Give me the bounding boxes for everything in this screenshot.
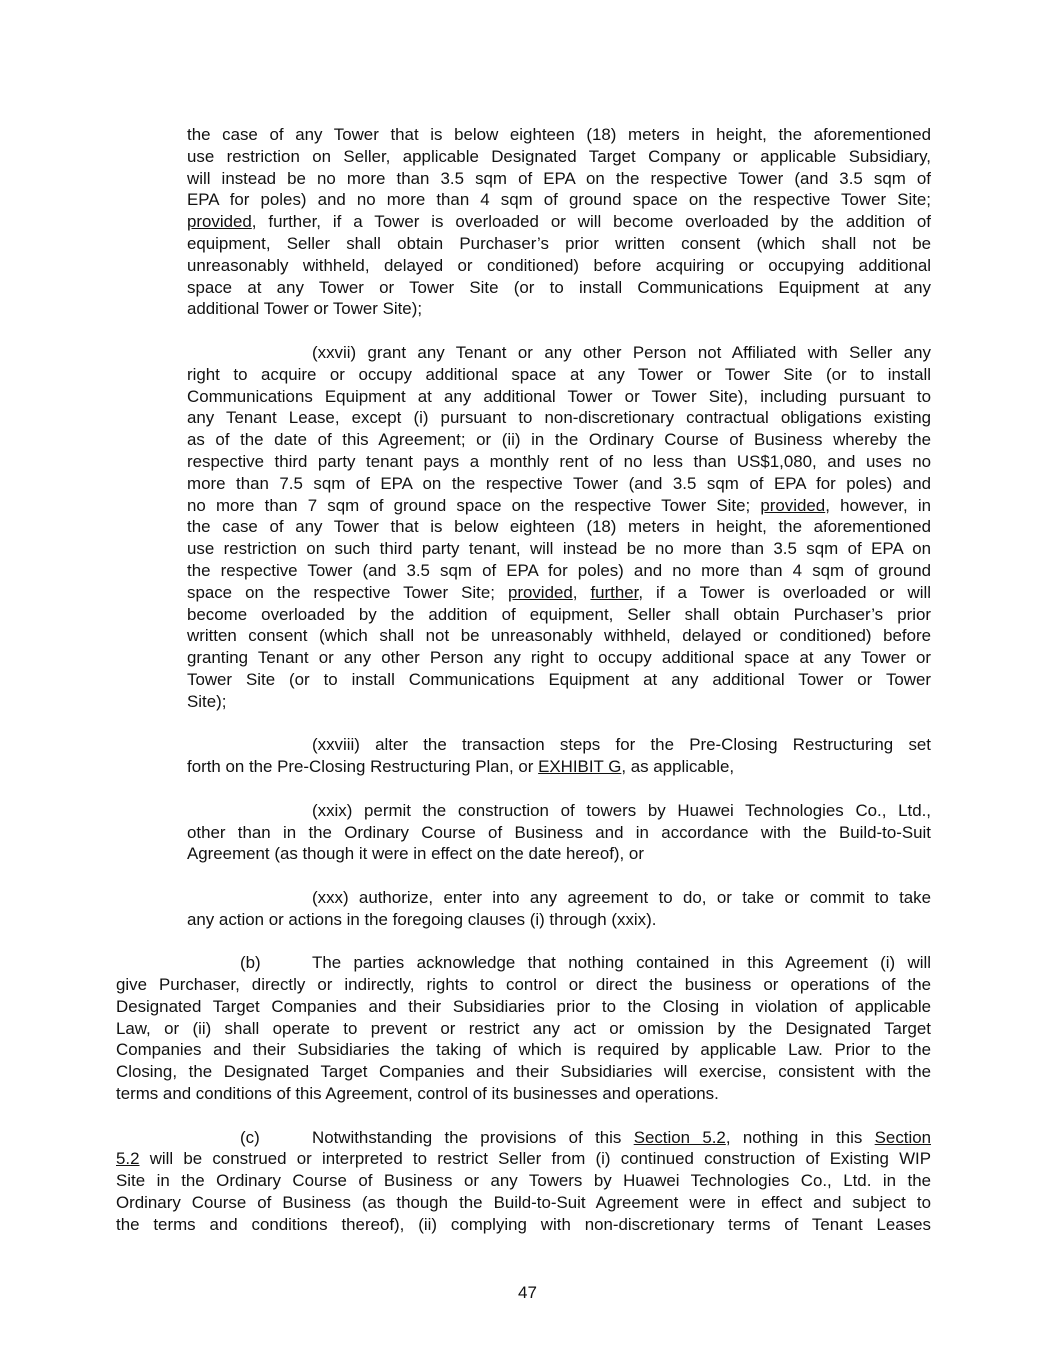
text-line xyxy=(187,604,931,626)
text-segment: Tower Site (or to install Communications Equipment at any additional Tower or Tower xyxy=(187,669,931,689)
text-line xyxy=(116,1039,931,1061)
text-segment: give Purchaser, directly or indirectly, rights to control or direct the business or operations of the xyxy=(116,975,931,995)
text-line xyxy=(187,124,931,146)
cross-reference-link[interactable]: further, xyxy=(590,582,644,602)
text-line xyxy=(187,146,931,168)
text-segment: granting Tenant or any other Person any right to occupy additional space at any Tower or xyxy=(187,648,931,668)
paragraph-clause-1 xyxy=(116,342,931,713)
text-line xyxy=(187,429,931,451)
text-segment: The parties acknowledge that nothing contained in this Agreement (i) will xyxy=(312,953,931,973)
text-segment: forth on the Pre-Closing Restructuring Plan, or xyxy=(187,757,539,777)
text-segment: will instead be no more than 3.5 sqm of EPA on the respective Tower (and 3.5 sqm of xyxy=(187,168,931,188)
text-segment: additional Tower or Tower Site); xyxy=(187,299,423,319)
text-line xyxy=(187,582,931,604)
text-segment: EPA for poles) and no more than 4 sqm of ground space on the respective Tower Site; xyxy=(187,190,931,210)
text-line xyxy=(187,364,931,386)
text-segment: Law, or (ii) shall operate to prevent or restrict any act or omission by the Designated Target xyxy=(116,1018,931,1038)
text-line xyxy=(187,516,931,538)
text-segment: unreasonably withheld, delayed or conditioned) before acquiring or occupying additional xyxy=(187,255,931,275)
text-line xyxy=(187,909,931,931)
text-line xyxy=(116,1061,931,1083)
paragraph-indented-0 xyxy=(116,124,931,320)
text-segment: will be construed or interpreted to restrict Seller from (i) continued construction of Existing WIP xyxy=(139,1149,931,1169)
text-segment: (xxvii) grant any Tenant or any other Person not Affiliated with Seller any xyxy=(312,342,931,362)
text-segment: as of the date of this Agreement; or (ii) in the Ordinary Course of Business whereby the xyxy=(187,430,931,450)
text-segment: , nothing in this xyxy=(725,1127,875,1147)
text-line xyxy=(187,843,931,865)
text-line xyxy=(187,538,931,560)
cross-reference-link[interactable]: EXHIBIT G xyxy=(538,757,622,777)
text-line xyxy=(187,298,931,320)
text-segment: use restriction on such third party tenant, will instead be no more than 3.5 sqm of EPA on xyxy=(187,539,931,559)
text-line xyxy=(116,974,931,996)
text-segment: no more than 7 sqm of ground space on the respective Tower Site; xyxy=(187,495,761,515)
text-segment: other than in the Ordinary Course of Business and in accordance with the Build-to-Suit xyxy=(187,822,931,842)
text-line xyxy=(187,560,931,582)
text-segment: , however, in xyxy=(825,495,931,515)
text-line xyxy=(312,887,931,909)
text-line xyxy=(187,189,931,211)
paragraph-spacer xyxy=(116,1105,931,1127)
section-label: (b) xyxy=(240,953,261,973)
text-line xyxy=(116,1214,931,1236)
text-line xyxy=(240,952,931,974)
cross-reference-link[interactable]: provided xyxy=(760,495,826,515)
text-line xyxy=(187,168,931,190)
cross-reference-link[interactable]: Section 5.2 xyxy=(633,1127,726,1147)
text-segment: (xxviii) alter the transaction steps for the Pre-Closing Restructuring set xyxy=(312,735,931,755)
cross-reference-link[interactable]: Section xyxy=(874,1127,931,1147)
paragraph-spacer xyxy=(116,778,931,800)
text-line xyxy=(187,625,931,647)
cross-reference-link[interactable]: , xyxy=(316,212,321,232)
text-segment: , as applicable, xyxy=(621,757,735,777)
paragraph-clause-3 xyxy=(116,800,931,865)
text-segment: Closing, the Designated Target Companies and their Subsidiaries will exercise, consistent with the xyxy=(116,1062,931,1082)
text-line xyxy=(187,233,931,255)
text-segment: Site); xyxy=(187,691,227,711)
text-segment: if a Tower is overloaded or will xyxy=(643,582,931,602)
paragraph-spacer xyxy=(116,865,931,887)
text-line xyxy=(116,1083,931,1105)
text-segment: if a Tower is overloaded or will become overloaded by the addition of xyxy=(321,212,931,232)
text-segment: any action or actions in the foregoing clauses (i) through (xxix). xyxy=(187,909,657,929)
text-segment: Companies and their Subsidiaries the taking of which is required by applicable Law. Prior to the xyxy=(116,1040,931,1060)
text-line xyxy=(187,756,931,778)
text-segment: respective third party tenant pays a monthly rent of no less than US$1,080, and uses no xyxy=(187,451,931,471)
document-body xyxy=(116,124,931,1236)
text-line xyxy=(312,800,931,822)
text-line xyxy=(312,734,931,756)
text-segment: Notwithstanding the provisions of this xyxy=(312,1127,634,1147)
text-segment: space on the respective Tower Site; xyxy=(187,582,508,602)
text-line xyxy=(187,211,931,233)
text-segment: , further xyxy=(251,212,317,232)
text-segment: terms and conditions of this Agreement, control of its businesses and operations. xyxy=(116,1084,719,1104)
text-segment: become overloaded by the addition of equipment, Seller shall obtain Purchaser’s prior xyxy=(187,604,931,624)
paragraph-spacer xyxy=(116,713,931,735)
cross-reference-link[interactable]: 5.2 xyxy=(116,1149,140,1169)
text-line xyxy=(116,1018,931,1040)
cross-reference-link[interactable]: provided xyxy=(507,582,573,602)
text-segment: more than 7.5 sqm of EPA on the respective Tower (and 3.5 sqm of EPA for poles) and xyxy=(187,473,931,493)
text-segment: the case of any Tower that is below eighteen (18) meters in height, the aforementioned xyxy=(187,517,931,537)
text-line xyxy=(187,386,931,408)
text-line xyxy=(187,669,931,691)
text-line xyxy=(240,1127,931,1149)
text-segment: Site in the Ordinary Course of Business or any Towers by Huawei Technologies Co., Ltd. in the xyxy=(116,1171,931,1191)
text-line xyxy=(187,277,931,299)
text-line xyxy=(187,495,931,517)
text-segment: Communications Equipment at any additional Tower or Tower Site), including pursuant to xyxy=(187,386,931,406)
text-line xyxy=(187,822,931,844)
text-segment: , xyxy=(572,582,591,602)
text-line xyxy=(312,342,931,364)
text-line xyxy=(187,407,931,429)
page-number: 47 xyxy=(518,1283,537,1302)
text-segment: use restriction on Seller, applicable Designated Target Company or applicable Subsidiary, xyxy=(187,146,931,166)
text-segment: (xxix) permit the construction of towers by Huawei Technologies Co., Ltd., xyxy=(312,800,931,820)
text-segment: right to acquire or occupy additional space at any Tower or Tower Site (or to install xyxy=(187,364,931,384)
paragraph-spacer xyxy=(116,320,931,342)
section-label: (c) xyxy=(240,1127,260,1147)
text-segment: any Tenant Lease, except (i) pursuant to non-discretionary contractual obligations existing xyxy=(187,408,931,428)
text-segment: the terms and conditions thereof), (ii) complying with non-discretionary terms of Tenant Leases xyxy=(116,1214,931,1234)
text-line xyxy=(187,451,931,473)
paragraph-b xyxy=(116,952,931,1105)
text-segment: space at any Tower or Tower Site (or to install Communications Equipment at any xyxy=(187,277,931,297)
text-line xyxy=(116,996,931,1018)
paragraph-spacer xyxy=(116,930,931,952)
text-segment: equipment, Seller shall obtain Purchaser’s prior written consent (which shall not be xyxy=(187,233,931,253)
text-line xyxy=(116,1170,931,1192)
text-segment: the case of any Tower that is below eighteen (18) meters in height, the aforementioned xyxy=(187,125,931,144)
text-segment: Agreement (as though it were in effect on the date hereof), or xyxy=(187,844,644,864)
text-line xyxy=(187,647,931,669)
text-line xyxy=(116,1192,931,1214)
paragraph-c xyxy=(116,1127,931,1236)
text-segment: the respective Tower (and 3.5 sqm of EPA for poles) and no more than 4 sqm of ground xyxy=(187,560,931,580)
text-segment: Ordinary Course of Business (as though the Build-to-Suit Agreement were in effect and subject to xyxy=(116,1193,931,1213)
text-line xyxy=(187,255,931,277)
text-line xyxy=(187,473,931,495)
paragraph-clause-2 xyxy=(116,734,931,778)
text-segment: Designated Target Companies and their Subsidiaries prior to the Closing in violation of applicable xyxy=(116,996,931,1016)
text-segment: written consent (which shall not be unreasonably withheld, delayed or conditioned) before xyxy=(187,626,931,646)
paragraph-clause-4 xyxy=(116,887,931,931)
text-line xyxy=(116,1148,931,1170)
text-line xyxy=(187,691,931,713)
cross-reference-link[interactable]: provided xyxy=(187,212,252,232)
text-segment: (xxx) authorize, enter into any agreement to do, or take or commit to take xyxy=(312,887,931,907)
